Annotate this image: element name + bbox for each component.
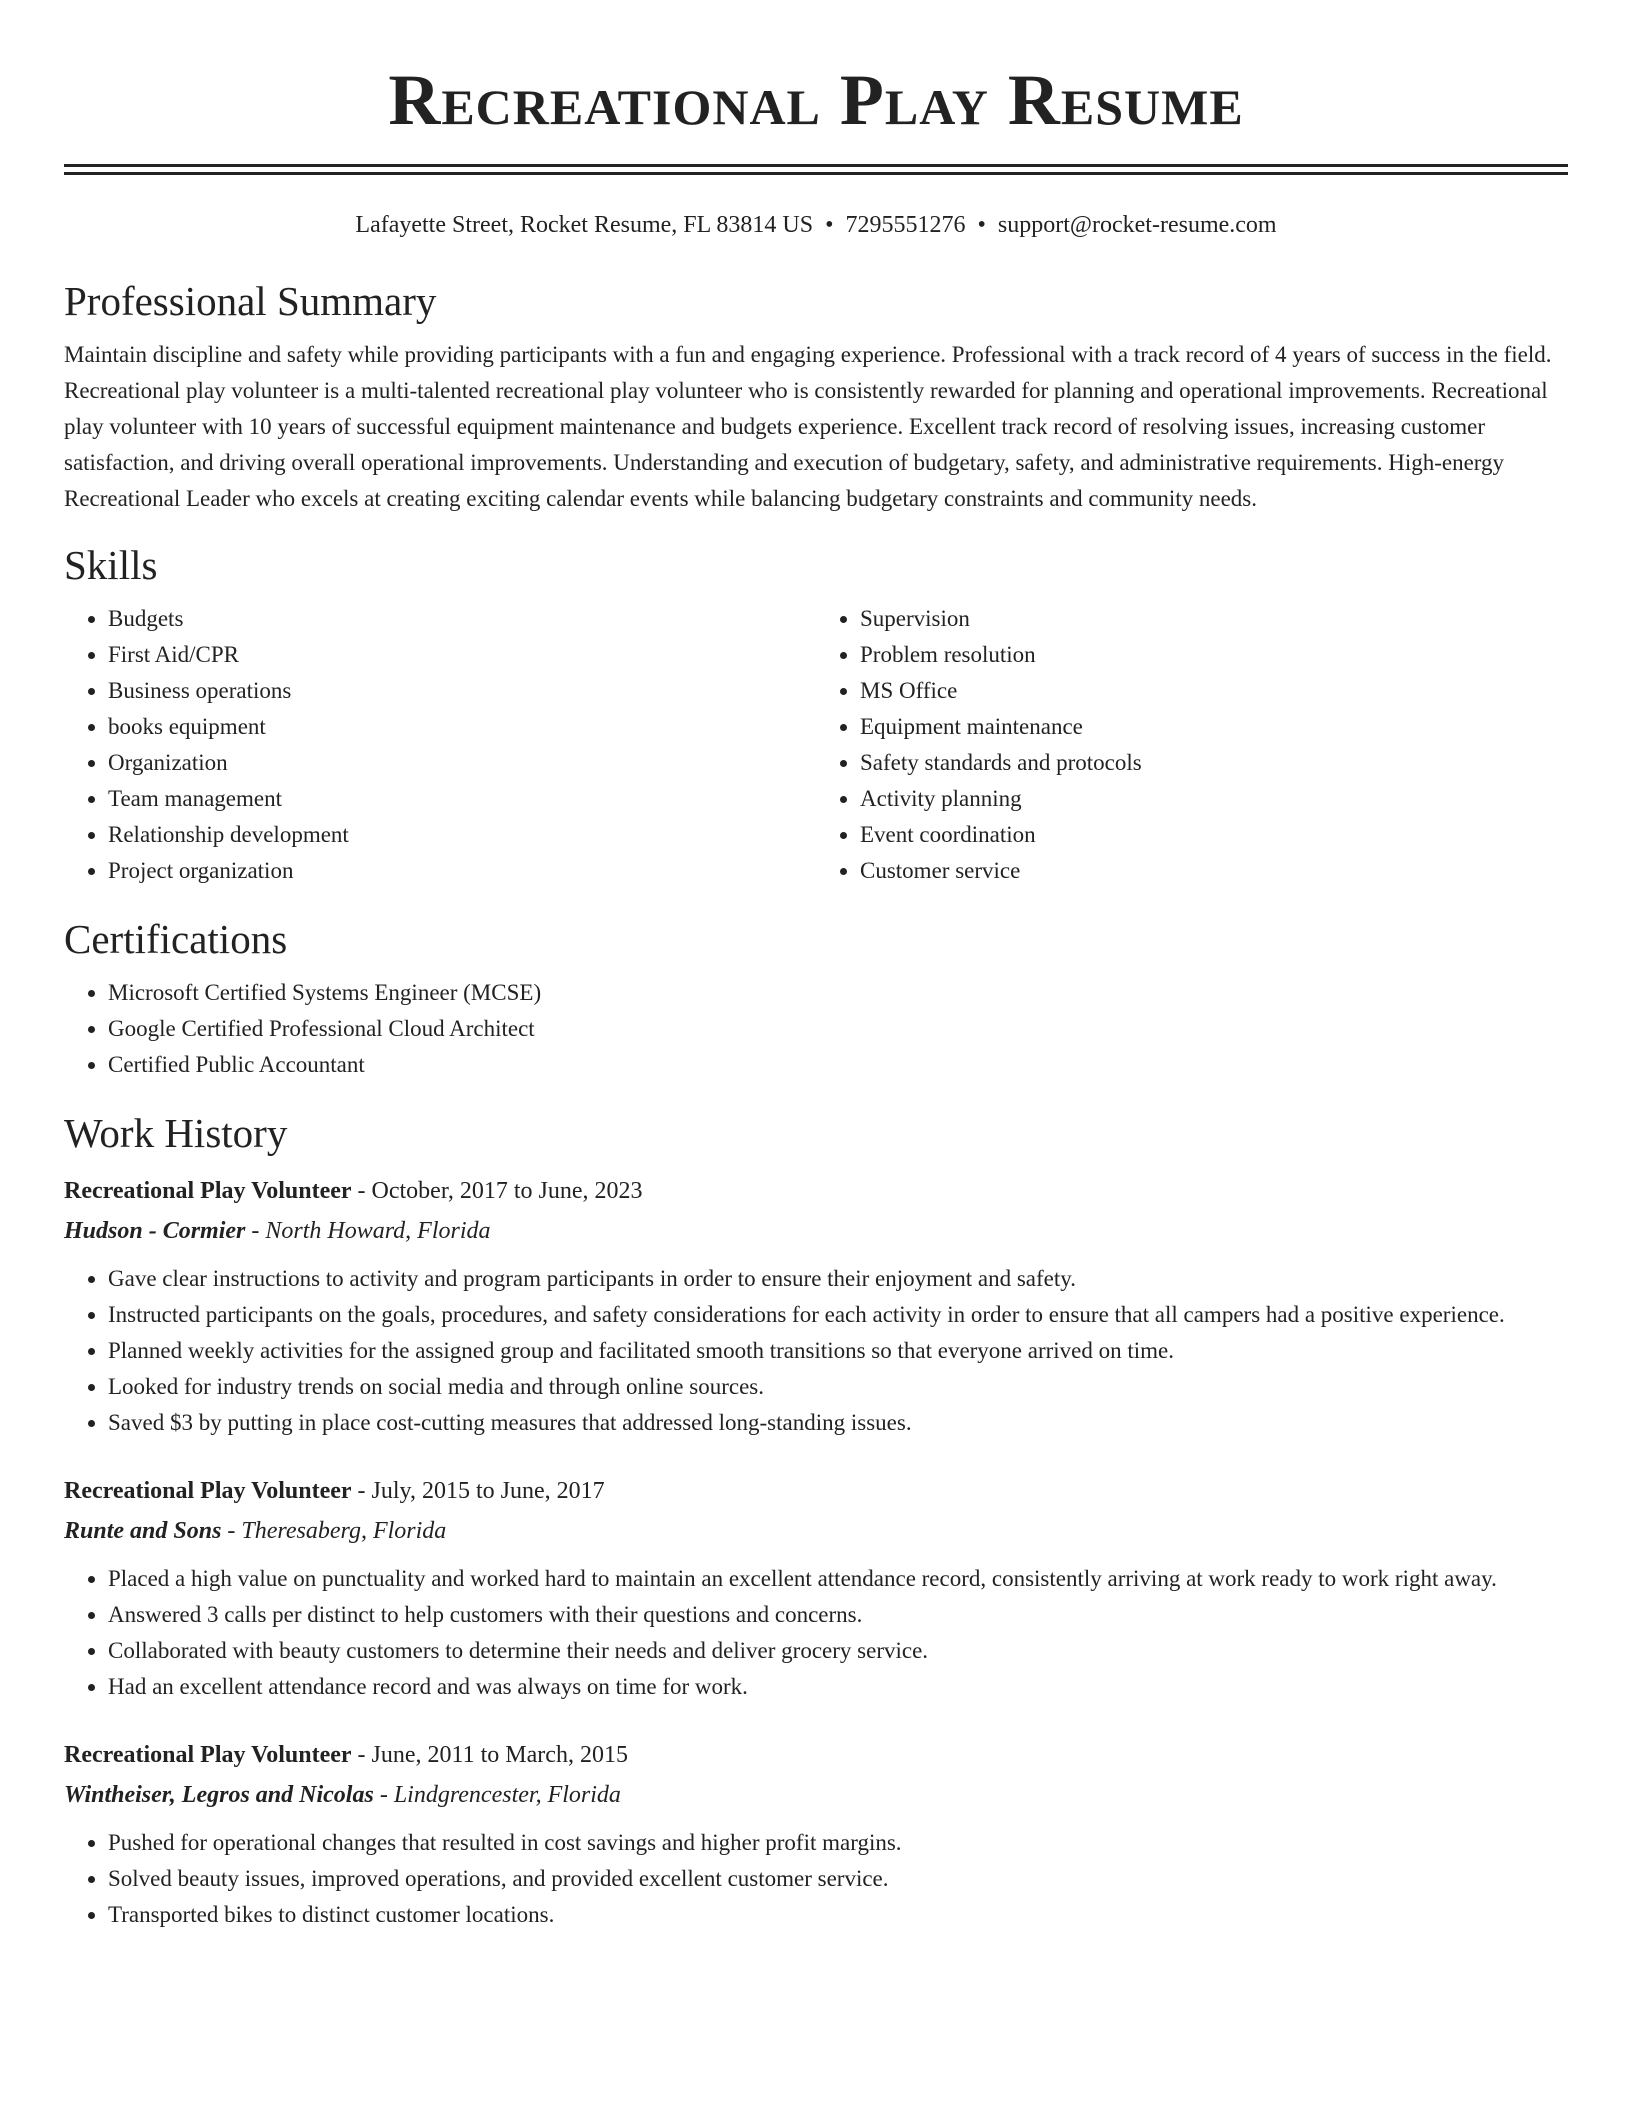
certification-item: • Certified Public Accountant bbox=[108, 1047, 1568, 1083]
skill-item: • books equipment bbox=[108, 709, 816, 745]
contact-phone: 7295551276 bbox=[845, 212, 966, 238]
job-location: Lindgrencester, Florida bbox=[393, 1782, 621, 1808]
job-employer-line: Hudson - Cormier - North Howard, Florida bbox=[64, 1218, 491, 1244]
summary-heading: Professional Summary bbox=[64, 278, 437, 324]
job-bullet: • Had an excellent attendance record and was always on time for work. bbox=[108, 1669, 1568, 1705]
work-history-heading: Work History bbox=[64, 1110, 288, 1156]
skill-item: • Problem resolution bbox=[860, 637, 1568, 673]
job-bullet: • Answered 3 calls per distinct to help customers with their questions and concerns. bbox=[108, 1597, 1568, 1633]
job-employer-line: Runte and Sons - Theresaberg, Florida bbox=[64, 1518, 447, 1544]
job-bullet: • Solved beauty issues, improved operations, and provided excellent customer service. bbox=[108, 1861, 1568, 1897]
job-bullet: • Planned weekly activities for the assigned group and facilitated smooth transitions so that everyone arrived on time. bbox=[108, 1333, 1568, 1369]
skill-item: • Team management bbox=[108, 781, 816, 817]
summary-section bbox=[64, 275, 1568, 517]
skill-item: • Equipment maintenance bbox=[860, 709, 1568, 745]
certification-item: • Google Certified Professional Cloud Architect bbox=[108, 1011, 1568, 1047]
certifications-list bbox=[64, 975, 1568, 1083]
job-company: Runte and Sons bbox=[64, 1518, 222, 1544]
contact-address: Lafayette Street, Rocket Resume, FL 83814 US bbox=[355, 212, 814, 238]
job-bullet: • Instructed participants on the goals, procedures, and safety considerations for each activity in order to ensure that all campers had a positive experience. bbox=[108, 1297, 1568, 1333]
job-dates: June, 2011 to March, 2015 bbox=[371, 1742, 628, 1768]
job-bullet: • Transported bikes to distinct customer locations. bbox=[108, 1897, 1568, 1933]
job-bullets bbox=[64, 1561, 1568, 1705]
certifications-section bbox=[64, 913, 1568, 1083]
skills-heading: Skills bbox=[64, 542, 158, 588]
skill-item: • Relationship development bbox=[108, 817, 816, 853]
job-entry bbox=[64, 1471, 1568, 1705]
skills-grid bbox=[64, 601, 1568, 889]
job-entry bbox=[64, 1735, 1568, 1933]
job-dates: October, 2017 to June, 2023 bbox=[371, 1178, 643, 1204]
skill-item: • Event coordination bbox=[860, 817, 1568, 853]
skill-item: • Project organization bbox=[108, 853, 816, 889]
certifications-heading: Certifications bbox=[64, 916, 288, 962]
job-company: Wintheiser, Legros and Nicolas bbox=[64, 1782, 374, 1808]
skill-item: • Organization bbox=[108, 745, 816, 781]
skills-list-right bbox=[816, 601, 1568, 889]
job-bullet: • Looked for industry trends on social media and through online sources. bbox=[108, 1369, 1568, 1405]
job-role: Recreational Play Volunteer bbox=[64, 1178, 352, 1204]
contact-separator: • bbox=[977, 212, 986, 238]
skill-item: • Activity planning bbox=[860, 781, 1568, 817]
summary-text: Maintain discipline and safety while providing participants with a fun and engaging experience. Professional with a track record of 4 years of success in the field. Recreational play volunteer is a multi-talented recreational play volunteer who is consistently rewarded for planning and operational improvements. Recreational play volunteer with 10 years of successful equipment maintenance and budgets experience. Excellent track record of resolving issues, increasing customer satisfaction, and driving overall operational improvements. Understanding and execution of budgetary, safety, and administrative requirements. High-energy Recreational Leader who excels at creating exciting calendar events while balancing budgetary constraints and community needs. bbox=[64, 342, 1552, 511]
job-location: North Howard, Florida bbox=[265, 1218, 491, 1244]
job-location: Theresaberg, Florida bbox=[241, 1518, 447, 1544]
contact-separator: • bbox=[825, 212, 834, 238]
skills-list-left bbox=[64, 601, 816, 889]
job-entry bbox=[64, 1171, 1568, 1441]
job-role: Recreational Play Volunteer bbox=[64, 1478, 352, 1504]
job-role: Recreational Play Volunteer bbox=[64, 1742, 352, 1768]
skill-item: • Supervision bbox=[860, 601, 1568, 637]
job-bullet: • Placed a high value on punctuality and worked hard to maintain an excellent attendance record, consistently arriving at work ready to work right away. bbox=[108, 1561, 1568, 1597]
work-history-section bbox=[64, 1107, 1568, 1933]
skill-item: • Customer service bbox=[860, 853, 1568, 889]
job-title-line: Recreational Play Volunteer - July, 2015 to June, 2017 bbox=[64, 1478, 605, 1504]
skill-item: • MS Office bbox=[860, 673, 1568, 709]
job-bullet: • Saved $3 by putting in place cost-cutting measures that addressed long-standing issues. bbox=[108, 1405, 1568, 1441]
job-employer-line: Wintheiser, Legros and Nicolas - Lindgrencester, Florida bbox=[64, 1782, 621, 1808]
skills-section bbox=[64, 539, 1568, 889]
skill-item: • First Aid/CPR bbox=[108, 637, 816, 673]
skill-item: • Safety standards and protocols bbox=[860, 745, 1568, 781]
job-title-line: Recreational Play Volunteer - October, 2017 to June, 2023 bbox=[64, 1178, 643, 1204]
job-bullets bbox=[64, 1261, 1568, 1441]
contact-line bbox=[64, 205, 1568, 245]
job-company: Hudson - Cormier bbox=[64, 1218, 246, 1244]
skill-item: • Budgets bbox=[108, 601, 816, 637]
title-double-rule bbox=[64, 164, 1568, 175]
resume-title: Recreational Play Resume bbox=[388, 60, 1244, 140]
certification-item: • Microsoft Certified Systems Engineer (MCSE) bbox=[108, 975, 1568, 1011]
job-bullet: • Pushed for operational changes that resulted in cost savings and higher profit margins. bbox=[108, 1825, 1568, 1861]
skill-item: • Business operations bbox=[108, 673, 816, 709]
job-dates: July, 2015 to June, 2017 bbox=[371, 1478, 605, 1504]
job-bullet: • Collaborated with beauty customers to determine their needs and deliver grocery service. bbox=[108, 1633, 1568, 1669]
job-bullets bbox=[64, 1825, 1568, 1933]
job-title-line: Recreational Play Volunteer - June, 2011 to March, 2015 bbox=[64, 1742, 628, 1768]
job-bullet: • Gave clear instructions to activity and program participants in order to ensure their enjoyment and safety. bbox=[108, 1261, 1568, 1297]
contact-email: support@rocket-resume.com bbox=[997, 212, 1277, 238]
